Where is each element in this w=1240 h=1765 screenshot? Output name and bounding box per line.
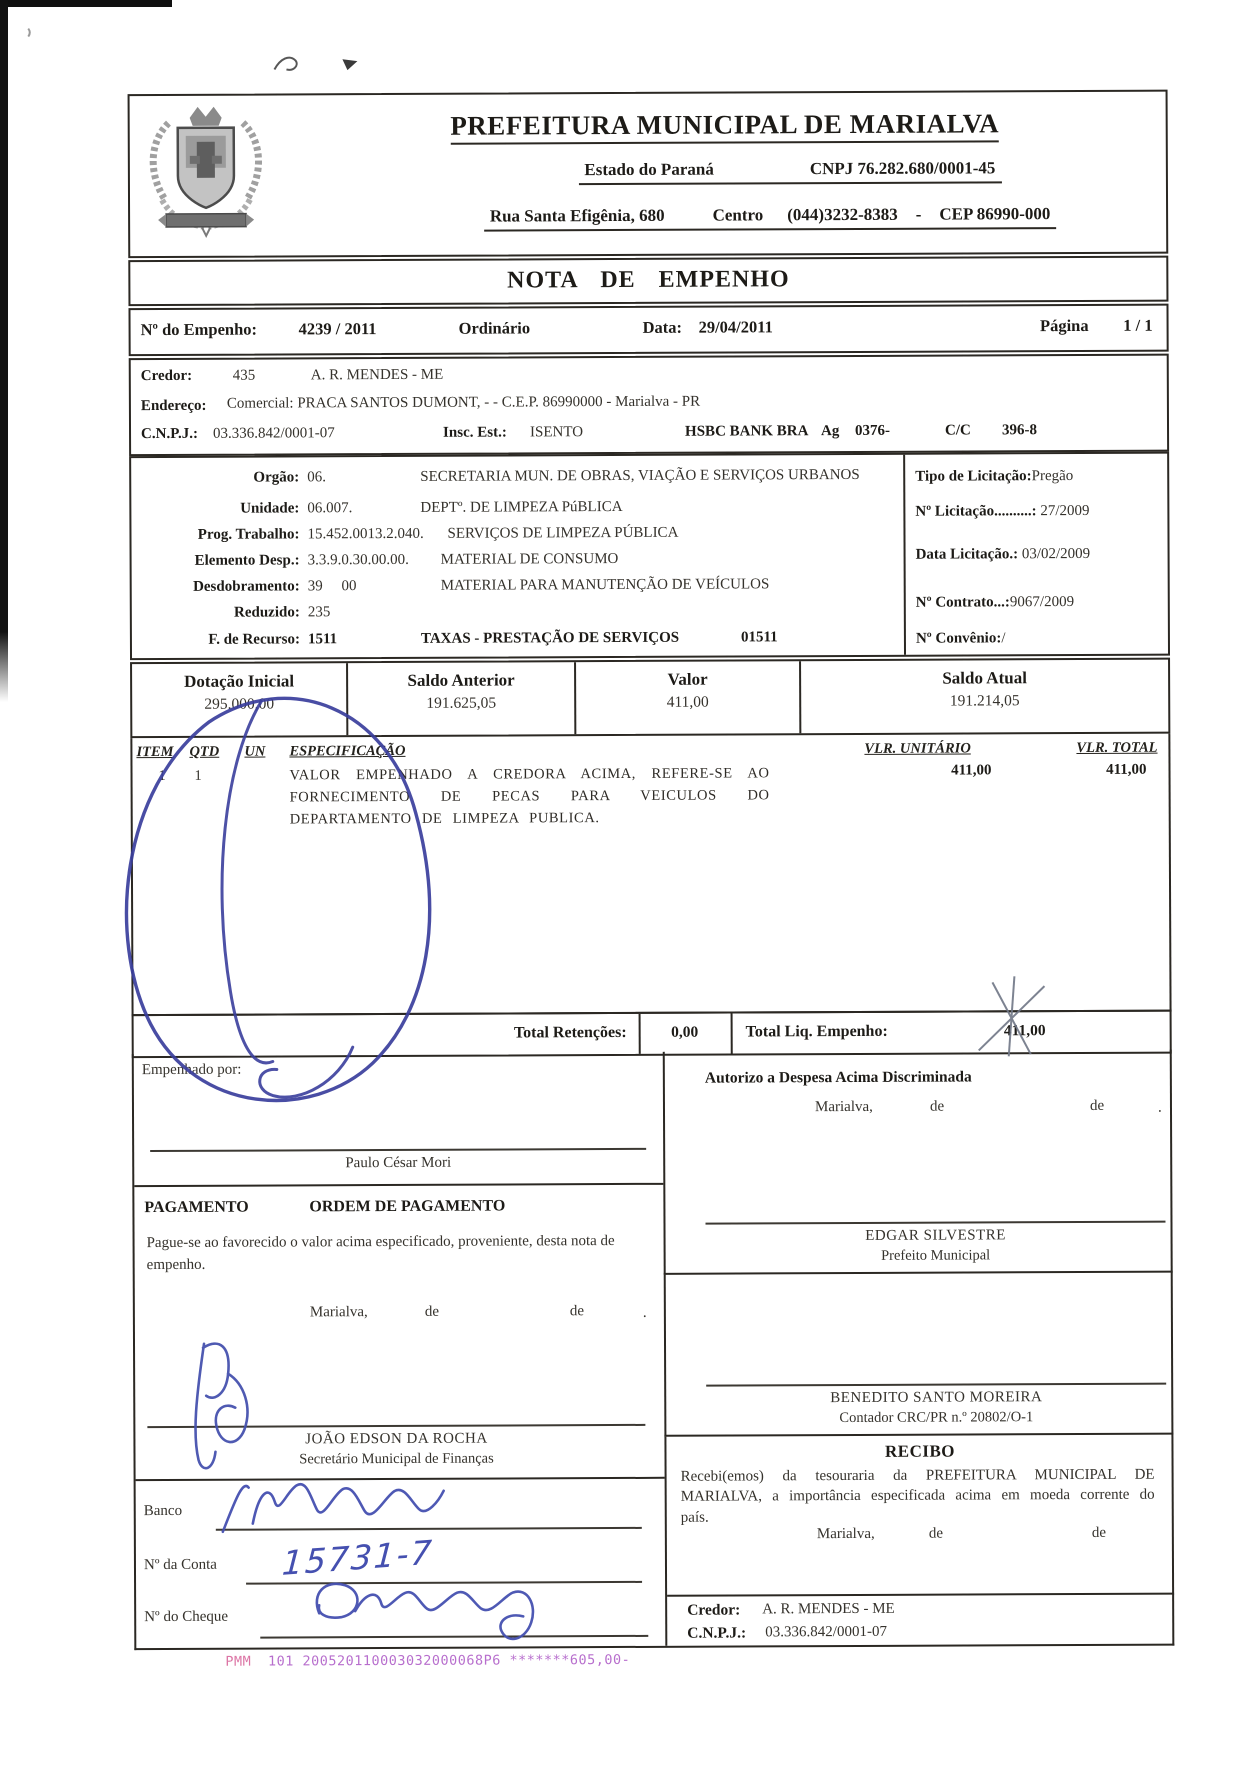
insc-est-value: ISENTO	[530, 424, 584, 441]
desdobramento-label: Desdobramento:	[193, 578, 300, 595]
secretario-nome: JOÃO EDSON DA ROCHA	[305, 1430, 488, 1448]
autorizo-de1: de	[929, 1098, 945, 1115]
fonte-recurso-label: F. de Recurso:	[208, 631, 300, 648]
item-qty: 1	[194, 767, 202, 784]
data-licitacao-value: 03/02/2009	[1021, 545, 1091, 563]
items-table	[130, 734, 1171, 1017]
page-indicator: 1 / 1	[1123, 315, 1153, 335]
col-header-vlr-unitario: VLR. UNITÁRIO	[864, 740, 971, 757]
divider	[731, 1014, 733, 1054]
licitacao-row	[916, 594, 1074, 612]
budget-row	[132, 602, 902, 627]
budget-row	[132, 629, 902, 654]
reduzido-label: Reduzido:	[233, 604, 300, 621]
doc-title: NOTA DE EMPENHO	[507, 266, 790, 294]
empenho-row	[128, 304, 1168, 357]
credor-code: 435	[232, 367, 256, 384]
recibo-credor-value: A. R. MENDES - ME	[762, 1600, 895, 1618]
scan-speck	[28, 29, 30, 37]
prog-trabalho-desc: SERVIÇOS DE LIMPEZA PÚBLICA	[447, 524, 679, 542]
licitacao-row	[915, 468, 1073, 486]
endereco-label: Endereço:	[140, 397, 207, 415]
empenho-date-label: Data:	[642, 317, 683, 337]
autorizo-de2: de	[1089, 1097, 1105, 1114]
header-title-wrap	[300, 108, 1150, 143]
total-liq-empenho-value: 411,00	[1003, 1022, 1046, 1040]
empenho-number-label: Nº do Empenho:	[140, 319, 258, 340]
tipo-licitacao-value: Pregão	[1031, 468, 1074, 485]
header-district: Centro	[712, 205, 764, 225]
saldo-atual-cell	[801, 660, 1168, 734]
header-phone: (044)3232-8383	[787, 204, 898, 225]
autorizo-cidade: Marialva,	[814, 1098, 873, 1116]
item-total-value: 411,00	[1106, 761, 1147, 778]
credor-label: Credor:	[140, 367, 193, 385]
ordem-pagamento-title: ORDEM DE PAGAMENTO	[309, 1197, 506, 1216]
budget-row	[131, 467, 901, 492]
dotacao-inicial-header: Dotação Inicial	[184, 671, 295, 691]
autorizo-ponto: .	[1157, 1099, 1162, 1116]
header-state: Estado do Paraná	[584, 159, 714, 180]
signature-line	[150, 1148, 646, 1152]
valor-cell	[576, 661, 801, 734]
page-indicator-label: Página	[1039, 315, 1089, 336]
saldo-anterior-header: Saldo Anterior	[407, 670, 515, 690]
unidade-code: 06.007.	[307, 500, 353, 517]
recibo-texto: Recebi(emos) da tesouraria da PREFEITURA MUNICIPAL DE MARIALVA, a importância especificada acima em moeda corrente do país.	[680, 1466, 1155, 1526]
handwritten-account-number: 15731-7	[280, 1532, 435, 1583]
header-cnpj: CNPJ 76.282.680/0001-45	[809, 158, 996, 179]
valor-header: Valor	[667, 669, 708, 689]
elemento-desp-code: 3.3.9.0.30.00.00.	[307, 551, 409, 569]
banco-box	[136, 1479, 666, 1648]
credor-box	[129, 354, 1169, 457]
empenhado-por-label: Empenhado por:	[141, 1061, 242, 1079]
header-dash: -	[915, 204, 922, 224]
ink-blot-top	[342, 59, 357, 70]
dotacao-inicial-value: 295.000,00	[204, 695, 275, 713]
tipo-licitacao-label: Tipo de Licitação:	[915, 468, 1032, 485]
empenho-date: 29/04/2011	[698, 317, 773, 337]
budget-row	[131, 524, 901, 549]
prog-trabalho-code: 15.452.0013.2.040.	[307, 525, 424, 543]
pagamento-de2: de	[569, 1303, 585, 1320]
pagamento-ponto: .	[642, 1304, 647, 1321]
saldo-anterior-value: 191.625,05	[426, 694, 497, 712]
header-cep: CEP 86990-000	[939, 204, 1051, 224]
credor-name: A. R. MENDES - ME	[310, 366, 444, 384]
prog-trabalho-label: Prog. Trabalho:	[197, 526, 300, 543]
licitacao-box	[903, 454, 1168, 655]
fonte-recurso-desc: TAXAS - PRESTAÇÃO DE SERVIÇOS	[420, 629, 680, 647]
recibo-de1: de	[928, 1525, 944, 1542]
cheque-line	[260, 1635, 648, 1639]
budget-row	[132, 550, 902, 575]
contador-box	[664, 1273, 1174, 1437]
empenhado-por-nome: Paulo César Mori	[345, 1154, 452, 1172]
signatures-area	[132, 1050, 1175, 1651]
pagamento-box	[134, 1185, 664, 1481]
empenho-number: 4239 / 2011	[298, 319, 377, 339]
budget-row	[131, 498, 901, 523]
saldo-atual-header: Saldo Atual	[942, 668, 1027, 688]
municipal-coat-of-arms-logo	[140, 100, 273, 241]
budget-row	[132, 576, 902, 601]
desdobramento-desc: MATERIAL PARA MANUTENÇÃO DE VEÍCULOS	[440, 576, 770, 594]
fonte-recurso-code: 1511	[307, 631, 338, 648]
recibo-cidade: Marialva,	[816, 1525, 875, 1543]
recibo-de2: de	[1091, 1524, 1107, 1541]
banco-label: Banco	[143, 1502, 183, 1520]
payment-machine-stamp	[225, 1652, 630, 1670]
elemento-desp-label: Elemento Desp.:	[194, 552, 300, 569]
agency-number: 0376-	[854, 422, 891, 439]
credor-cnpj-label: C.N.P.J.:	[141, 425, 199, 443]
prefeito-cargo: Prefeito Municipal	[881, 1247, 991, 1264]
total-retencoes-label: Total Retenções:	[513, 1023, 627, 1042]
num-convenio-label: Nº Convênio:	[915, 630, 1002, 647]
header-line3	[330, 203, 1210, 232]
stamp-value: 101 200520110003032000068P6 *******605,00-	[267, 1651, 631, 1670]
recibo-credor-label: Credor:	[687, 1601, 741, 1619]
saldo-anterior-cell	[348, 662, 576, 735]
item-number: 1	[158, 767, 166, 785]
col-header-especificacao: ESPECIFICAÇÃO	[289, 742, 406, 760]
conta-label: Nº da Conta	[143, 1556, 217, 1574]
recibo-box	[664, 1435, 1174, 1646]
account-number: 396-8	[1001, 422, 1038, 439]
col-header-vlr-total: VLR. TOTAL	[1076, 739, 1158, 757]
item-specification: VALOR EMPENHADO A CREDORA ACIMA, REFERE-SE AO FORNECIMENTO DE PECAS PARA VEICULOS DO DEPARTAMENTO DE LIMPEZA PUBLICA.	[289, 765, 770, 827]
empenho-type: Ordinário	[458, 318, 531, 338]
contador-cargo: Contador CRC/PR n.º 20802/O-1	[839, 1409, 1034, 1427]
doc-title-bar	[128, 256, 1168, 307]
credor-cnpj: 03.336.842/0001-07	[213, 425, 335, 442]
saldo-atual-value: 191.214,05	[949, 692, 1020, 710]
desdobramento-code: 39 00	[307, 578, 357, 595]
item-unit-value: 411,00	[951, 762, 992, 779]
num-convenio-value: /	[1001, 630, 1006, 647]
budget-box	[129, 452, 1170, 661]
header-line2	[430, 158, 1150, 186]
banco-line	[216, 1527, 642, 1531]
pagamento-cidade: Marialva,	[309, 1304, 368, 1321]
pagamento-de1: de	[424, 1303, 440, 1320]
empenhado-por-box	[134, 1052, 664, 1187]
recibo-cnpj-label: C.N.P.J.:	[687, 1624, 747, 1642]
autorizo-title: Autorizo a Despesa Acima Discriminada	[704, 1068, 972, 1087]
col-header-un: UN	[244, 743, 266, 760]
header-street: Rua Santa Efigênia, 680	[489, 205, 665, 226]
account-label: C/C	[944, 422, 971, 439]
signature-line	[706, 1383, 1166, 1387]
licitacao-row	[915, 503, 1089, 521]
orgao-desc: SECRETARIA MUN. DE OBRAS, VIAÇÃO E SERVIÇOS URBANOS	[420, 466, 860, 485]
num-licitacao-value: 27/2009	[1040, 502, 1090, 520]
licitacao-row	[916, 630, 1006, 647]
pagamento-title: PAGAMENTO	[144, 1198, 249, 1217]
prefeitura-title: PREFEITURA MUNICIPAL DE MARIALVA	[450, 108, 999, 144]
prefeito-nome: EDGAR SILVESTRE	[865, 1227, 1006, 1244]
num-licitacao-label: Nº Licitação..........:	[915, 503, 1037, 520]
signature-line	[705, 1221, 1165, 1225]
conta-line	[246, 1581, 642, 1585]
licitacao-row	[916, 546, 1091, 564]
unidade-label: Unidade:	[240, 500, 300, 517]
recibo-cnpj-value: 03.336.842/0001-07	[765, 1623, 887, 1641]
bank-name: HSBC BANK BRA	[684, 423, 809, 440]
total-liq-empenho-label: Total Liq. Empenho:	[745, 1022, 888, 1041]
orgao-code: 06.	[307, 469, 327, 486]
saldos-row	[130, 658, 1170, 739]
insc-est-label: Insc. Est.:	[443, 424, 507, 441]
num-contrato-label: Nº Contrato...:	[915, 594, 1010, 611]
divider	[667, 1593, 1174, 1597]
header-box	[128, 90, 1169, 259]
fonte-recurso-extra-code: 01511	[740, 629, 778, 646]
col-header-item: ITEM	[136, 743, 174, 761]
autorizo-box	[663, 1050, 1173, 1275]
stamp-prefix: PMM	[225, 1653, 252, 1670]
recibo-title: RECIBO	[884, 1441, 956, 1461]
secretario-cargo: Secretário Municipal de Finanças	[299, 1450, 494, 1468]
col-header-qtd: QTD	[189, 743, 220, 760]
signature-line	[147, 1424, 645, 1428]
orgao-label: Orgão:	[253, 469, 300, 486]
endereco-value: Comercial: PRACA SANTOS DUMONT, - - C.E.P. 86990000 - Marialva - PR	[226, 393, 701, 412]
reduzido-code: 235	[307, 604, 331, 621]
pen-mark-top	[274, 58, 296, 70]
data-licitacao-label: Data Licitação.:	[915, 546, 1019, 563]
elemento-desp-desc: MATERIAL DE CONSUMO	[440, 551, 619, 568]
pagamento-texto: Pague-se ao favorecido o valor acima especificado, proveniente, desta nota de empenho.	[146, 1233, 615, 1273]
total-retencoes-value: 0,00	[671, 1023, 699, 1041]
dotacao-inicial-cell	[132, 663, 348, 736]
cheque-label: Nº do Cheque	[144, 1608, 229, 1626]
num-contrato-value: 9067/2009	[1009, 594, 1075, 611]
valor-value: 411,00	[666, 693, 709, 711]
contador-nome: BENEDITO SANTO MOREIRA	[830, 1389, 1043, 1407]
agency-label: Ag	[820, 423, 840, 440]
unidade-desc: DEPTº. DE LIMPEZA PúBLICA	[420, 498, 623, 516]
